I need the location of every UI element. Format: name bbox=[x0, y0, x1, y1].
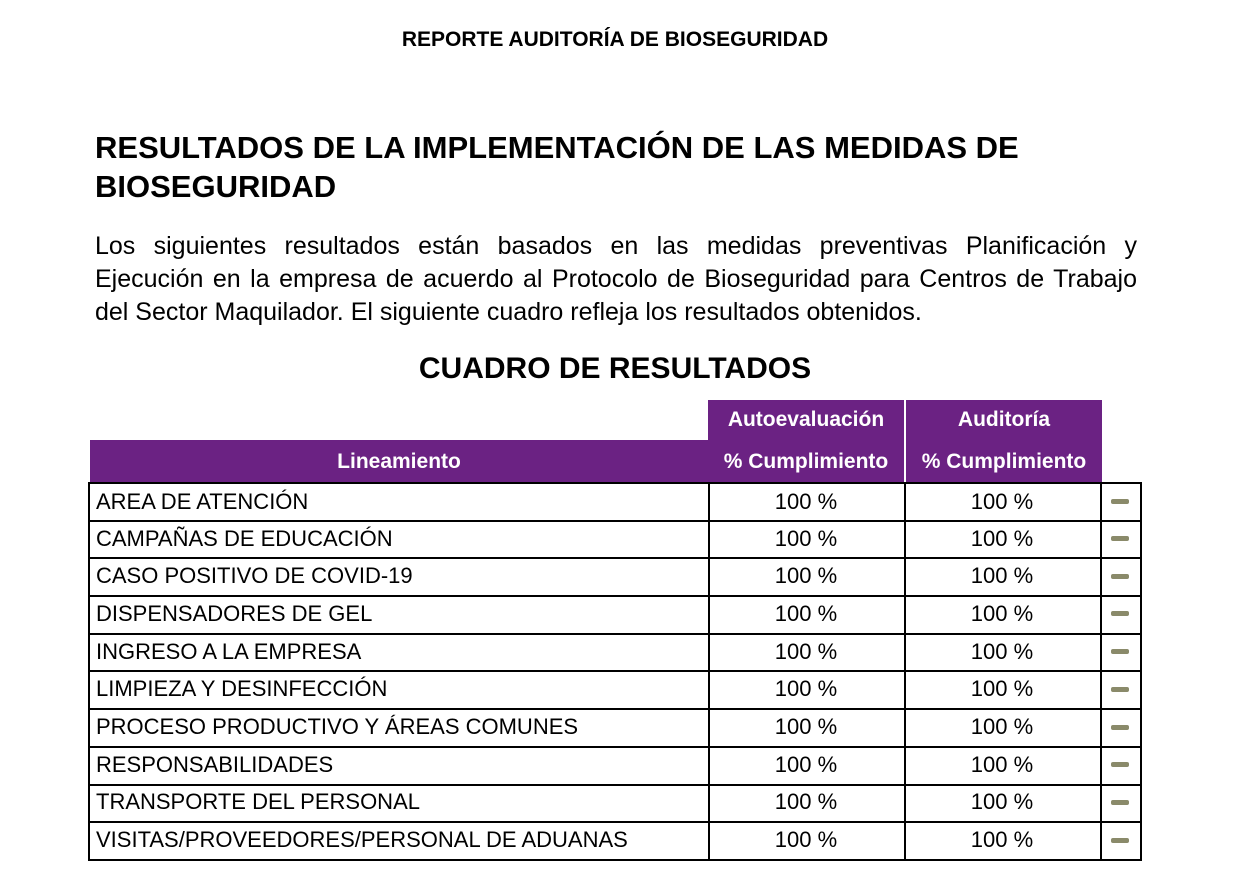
lineamiento-cell bbox=[88, 784, 710, 824]
auditoria-cell bbox=[904, 520, 1102, 560]
autoevaluacion-cell bbox=[708, 708, 906, 748]
autoevaluacion-cell bbox=[708, 520, 906, 560]
autoevaluacion-cell bbox=[708, 821, 906, 861]
auditoria-cell bbox=[904, 482, 1102, 522]
header-auditoria-cumplimiento-label: % Cumplimiento bbox=[921, 450, 1087, 473]
lineamiento-text: AREA DE ATENCIÓN bbox=[96, 488, 309, 514]
trend-cell bbox=[1100, 595, 1142, 635]
trend-cell bbox=[1100, 482, 1142, 522]
trend-cell bbox=[1100, 784, 1142, 824]
trend-cell bbox=[1100, 520, 1142, 560]
cumplimiento-value: 100 % bbox=[774, 827, 838, 853]
dash-icon bbox=[1111, 574, 1129, 579]
cumplimiento-value: 100 % bbox=[774, 525, 838, 551]
cumplimiento-value: 100 % bbox=[774, 638, 838, 664]
dash-icon bbox=[1111, 725, 1129, 730]
cumplimiento-value: 100 % bbox=[970, 827, 1034, 853]
auditoria-cell bbox=[904, 557, 1102, 597]
trend-cell bbox=[1100, 821, 1142, 861]
lineamiento-text: TRANSPORTE DEL PERSONAL bbox=[96, 789, 420, 815]
table-title: CUADRO DE RESULTADOS bbox=[418, 352, 812, 385]
intro-paragraph: Los siguientes resultados están basados en las medidas preventivas Planificación y Ejecución en la empresa de acuerdo al Protocolo de Bioseguridad para Centros de Trabajo del Sector Maquilador. El siguiente cuadro refleja los resultados obtenidos. bbox=[95, 232, 1137, 326]
header-auditoria-cumplimiento bbox=[906, 440, 1102, 484]
cumplimiento-value: 100 % bbox=[774, 563, 838, 589]
lineamiento-text: RESPONSABILIDADES bbox=[96, 751, 334, 777]
autoevaluacion-cell bbox=[708, 784, 906, 824]
lineamiento-cell bbox=[88, 482, 710, 522]
autoevaluacion-cell bbox=[708, 633, 906, 673]
dash-icon bbox=[1111, 649, 1129, 654]
dash-icon bbox=[1111, 536, 1129, 541]
header-autoevaluacion-cumplimiento-label: % Cumplimiento bbox=[723, 450, 889, 473]
dash-icon bbox=[1111, 611, 1129, 616]
report-title: REPORTE AUDITORÍA DE BIOSEGURIDAD bbox=[401, 28, 829, 51]
lineamiento-cell bbox=[88, 633, 710, 673]
auditoria-cell bbox=[904, 821, 1102, 861]
lineamiento-cell bbox=[88, 708, 710, 748]
lineamiento-cell bbox=[88, 671, 710, 711]
lineamiento-text: LIMPIEZA Y DESINFECCIÓN bbox=[96, 676, 388, 702]
trend-cell bbox=[1100, 708, 1142, 748]
autoevaluacion-cell bbox=[708, 671, 906, 711]
cumplimiento-value: 100 % bbox=[970, 676, 1034, 702]
auditoria-cell bbox=[904, 708, 1102, 748]
cumplimiento-value: 100 % bbox=[970, 638, 1034, 664]
auditoria-cell bbox=[904, 595, 1102, 635]
dash-icon bbox=[1111, 762, 1129, 767]
header-lineamiento bbox=[90, 440, 708, 484]
lineamiento-cell bbox=[88, 557, 710, 597]
auditoria-cell bbox=[904, 633, 1102, 673]
auditoria-cell bbox=[904, 671, 1102, 711]
header-autoevaluacion-cumplimiento bbox=[708, 440, 904, 484]
cumplimiento-value: 100 % bbox=[774, 676, 838, 702]
lineamiento-cell bbox=[88, 746, 710, 786]
cumplimiento-value: 100 % bbox=[970, 600, 1034, 626]
trend-cell bbox=[1100, 746, 1142, 786]
autoevaluacion-cell bbox=[708, 557, 906, 597]
dash-icon bbox=[1111, 838, 1129, 843]
cumplimiento-value: 100 % bbox=[774, 714, 838, 740]
trend-cell bbox=[1100, 557, 1142, 597]
cumplimiento-value: 100 % bbox=[970, 789, 1034, 815]
cumplimiento-value: 100 % bbox=[970, 563, 1034, 589]
cumplimiento-value: 100 % bbox=[774, 600, 838, 626]
lineamiento-text: CASO POSITIVO DE COVID-19 bbox=[96, 563, 413, 589]
lineamiento-text: CAMPAÑAS DE EDUCACIÓN bbox=[96, 525, 393, 551]
cumplimiento-value: 100 % bbox=[970, 751, 1034, 777]
cumplimiento-value: 100 % bbox=[970, 525, 1034, 551]
dash-icon bbox=[1111, 800, 1129, 805]
autoevaluacion-cell bbox=[708, 482, 906, 522]
cumplimiento-value: 100 % bbox=[970, 488, 1034, 514]
trend-cell bbox=[1100, 633, 1142, 673]
lineamiento-text: DISPENSADORES DE GEL bbox=[96, 600, 373, 626]
section-heading: RESULTADOS DE LA IMPLEMENTACIÓN DE LAS MEDIDAS DE BIOSEGURIDAD bbox=[95, 130, 1019, 204]
lineamiento-text: VISITAS/PROVEEDORES/PERSONAL DE ADUANAS bbox=[96, 827, 628, 853]
lineamiento-cell bbox=[88, 821, 710, 861]
auditoria-cell bbox=[904, 746, 1102, 786]
header-auditoria bbox=[906, 400, 1102, 440]
header-autoevaluacion bbox=[708, 400, 904, 440]
auditoria-cell bbox=[904, 784, 1102, 824]
header-autoevaluacion-label: Autoevaluación bbox=[727, 408, 885, 431]
header-auditoria-label: Auditoría bbox=[957, 408, 1051, 431]
cumplimiento-value: 100 % bbox=[774, 751, 838, 777]
trend-cell bbox=[1100, 671, 1142, 711]
cumplimiento-value: 100 % bbox=[774, 488, 838, 514]
dash-icon bbox=[1111, 499, 1129, 504]
autoevaluacion-cell bbox=[708, 595, 906, 635]
autoevaluacion-cell bbox=[708, 746, 906, 786]
lineamiento-cell bbox=[88, 595, 710, 635]
lineamiento-text: INGRESO A LA EMPRESA bbox=[96, 638, 362, 664]
cumplimiento-value: 100 % bbox=[774, 789, 838, 815]
dash-icon bbox=[1111, 687, 1129, 692]
cumplimiento-value: 100 % bbox=[970, 714, 1034, 740]
header-lineamiento-label: Lineamiento bbox=[337, 450, 461, 473]
lineamiento-text: PROCESO PRODUCTIVO Y ÁREAS COMUNES bbox=[96, 714, 579, 740]
lineamiento-cell bbox=[88, 520, 710, 560]
